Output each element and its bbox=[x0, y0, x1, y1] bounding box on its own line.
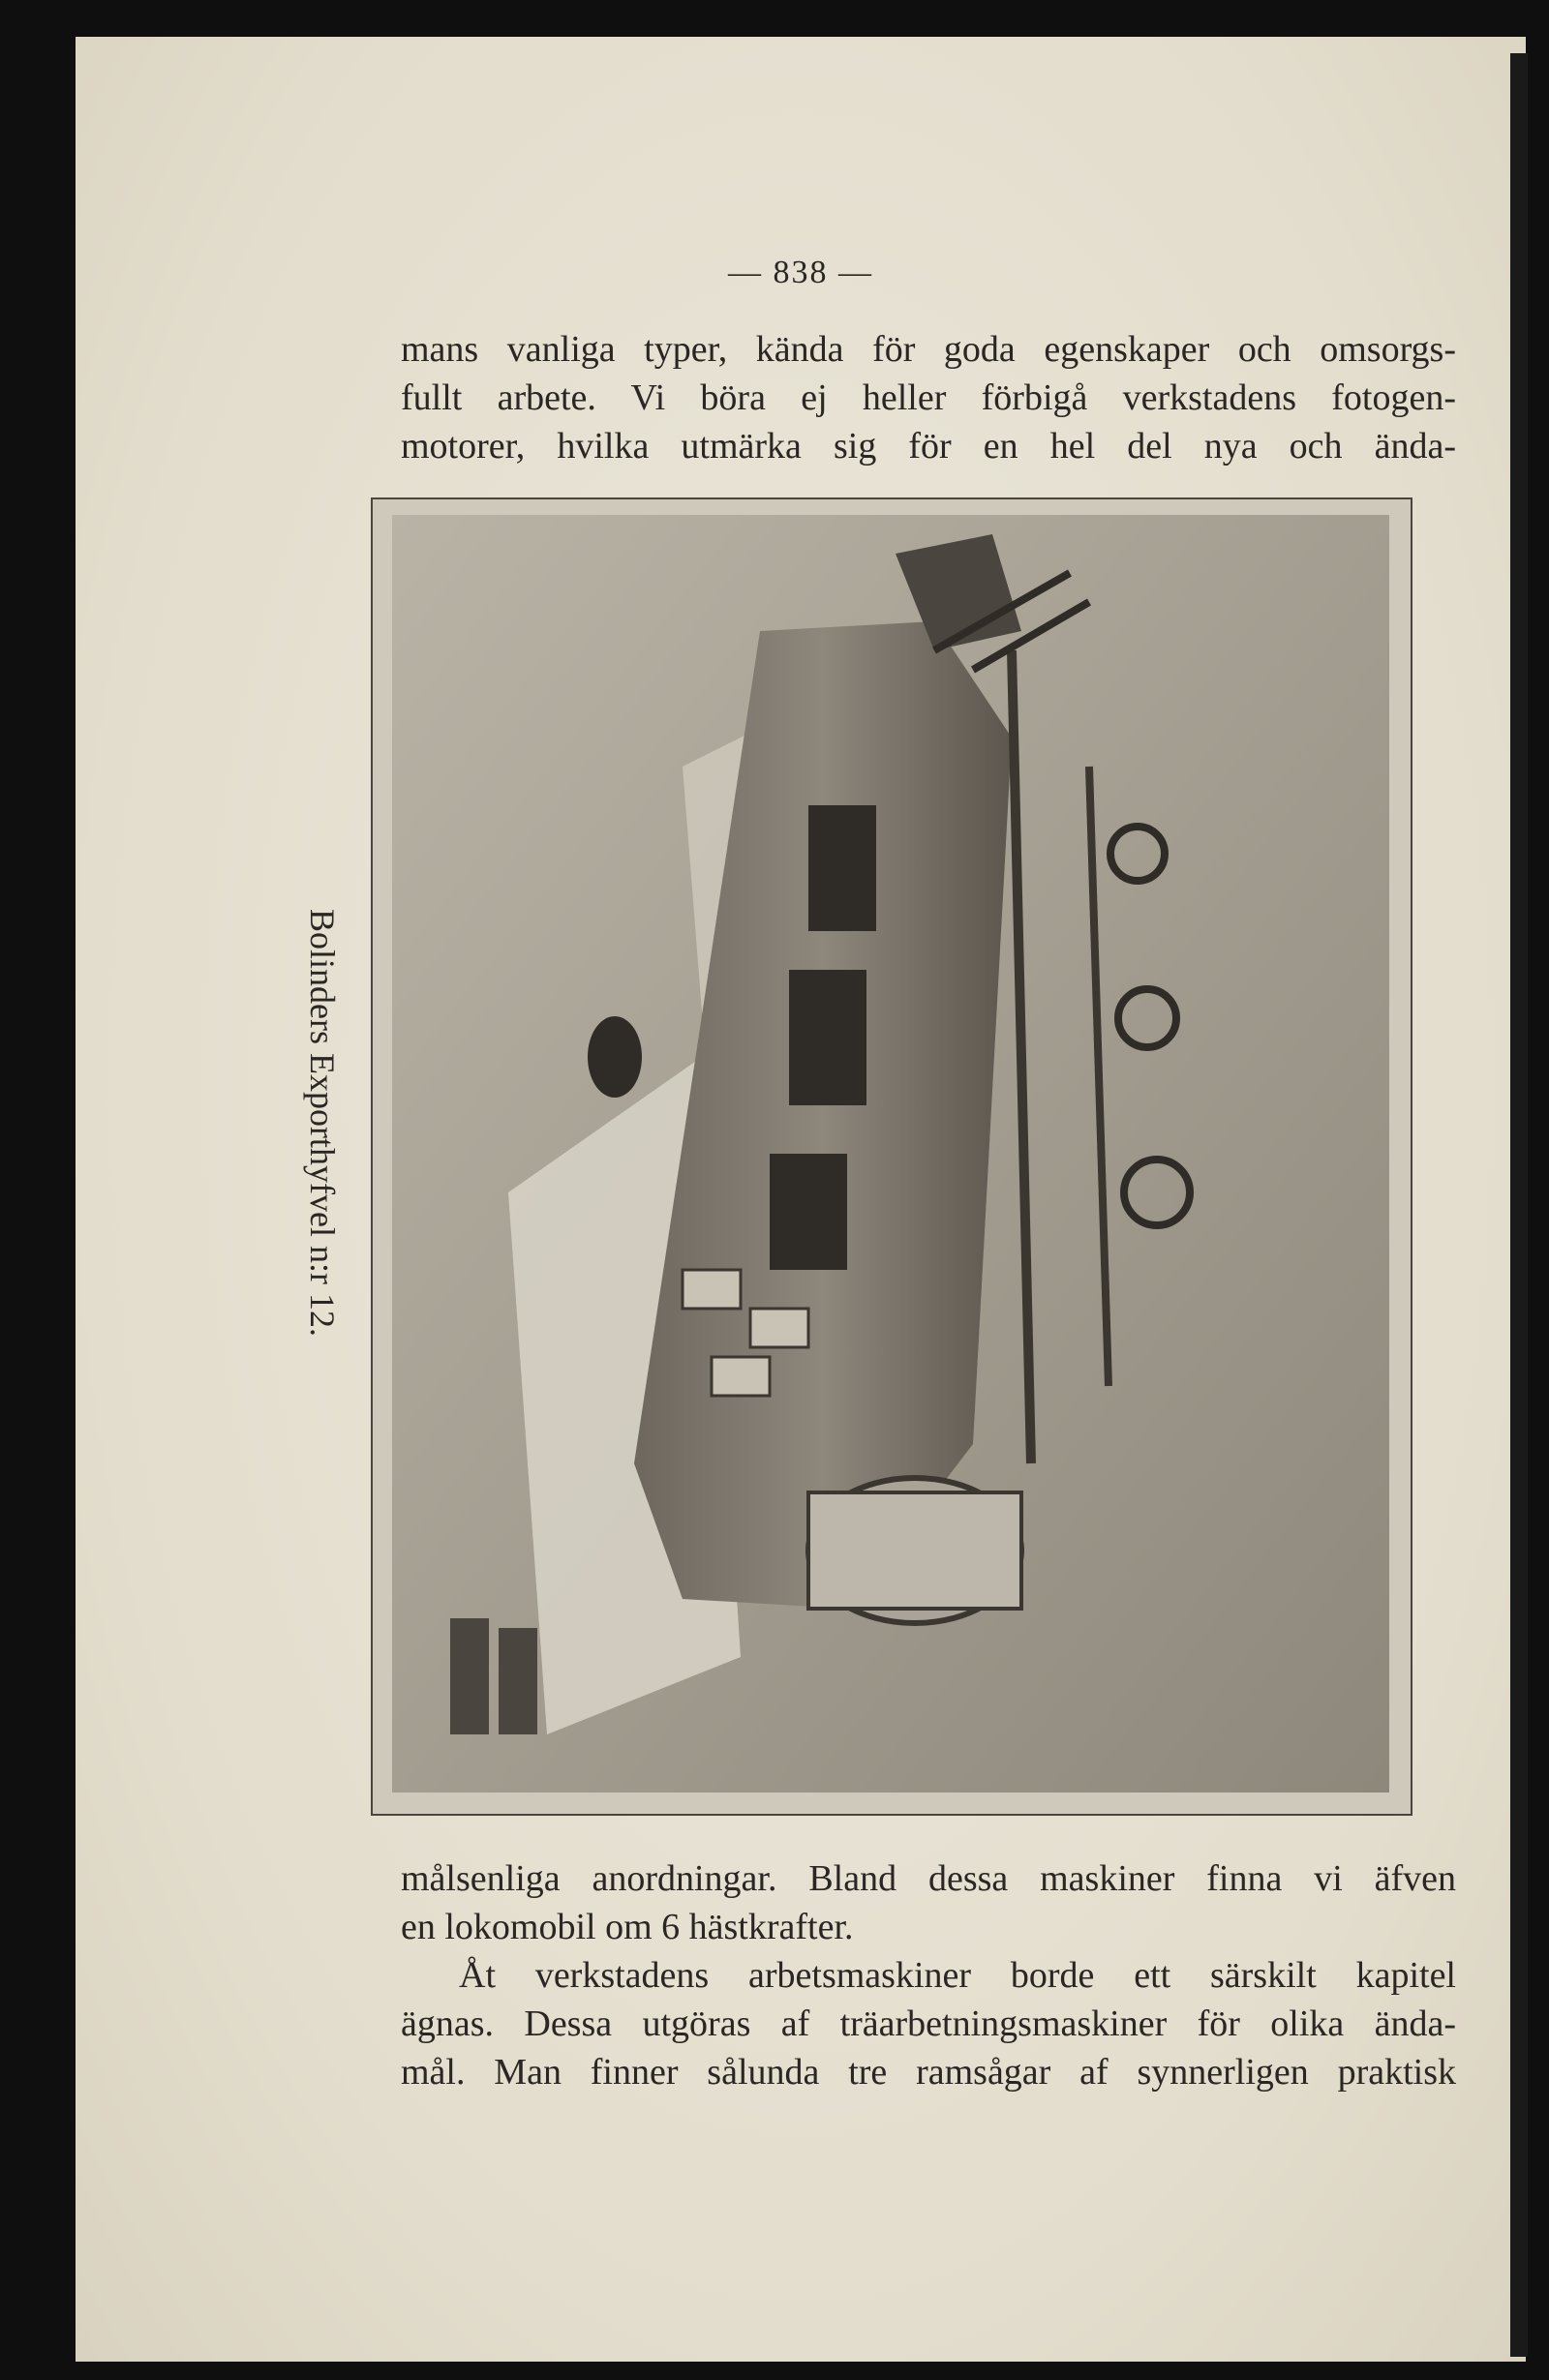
page-edge-shadow bbox=[1510, 53, 1528, 2357]
bed-opening bbox=[789, 970, 866, 1105]
paragraph-bottom bbox=[401, 1854, 1456, 1951]
figure-photo-frame bbox=[371, 497, 1412, 1816]
page-number: — 838 — bbox=[728, 255, 873, 290]
text-line: mål. Man finner sålunda tre ramsågar af synnerligen praktisk bbox=[401, 2052, 1456, 2093]
machine-foot bbox=[499, 1628, 537, 1734]
text-line: motorer, hvilka utmärka sig för en hel del nya och ända- bbox=[401, 426, 1456, 467]
text-line: fullt arbete. Vi böra ej heller förbigå verkstadens fotogen- bbox=[401, 377, 1456, 418]
text-line: målsenliga anordningar. Bland dessa maskiner finna vi äfven bbox=[401, 1858, 1456, 1899]
machine-foot bbox=[450, 1618, 489, 1734]
text-line: en lokomobil om 6 hästkrafter. bbox=[401, 1907, 854, 1947]
bed-opening bbox=[770, 1154, 847, 1270]
bolt-plate bbox=[712, 1357, 770, 1396]
roller-wheel bbox=[588, 1016, 642, 1098]
figure-caption: Bolinders Exporthyfvel n:r 12. bbox=[303, 909, 342, 1337]
book-page bbox=[76, 37, 1526, 2362]
text-line: Åt verkstadens arbetsmaskiner borde ett särskilt kapitel bbox=[459, 1955, 1456, 1996]
text-line: mans vanliga typer, kända för goda egenskaper och omsorgs- bbox=[401, 329, 1456, 370]
planing-machine-photo bbox=[392, 515, 1389, 1793]
paragraph-top bbox=[401, 325, 1456, 470]
paragraph-bottom-2 bbox=[401, 1951, 1456, 2096]
bolt-plate bbox=[683, 1270, 741, 1309]
text-line: ägnas. Dessa utgöras af träarbetningsmaskiner för olika ända- bbox=[401, 2003, 1456, 2044]
bed-opening bbox=[808, 805, 876, 931]
bolt-plate bbox=[750, 1309, 808, 1347]
drive-drum-body bbox=[808, 1492, 1021, 1609]
